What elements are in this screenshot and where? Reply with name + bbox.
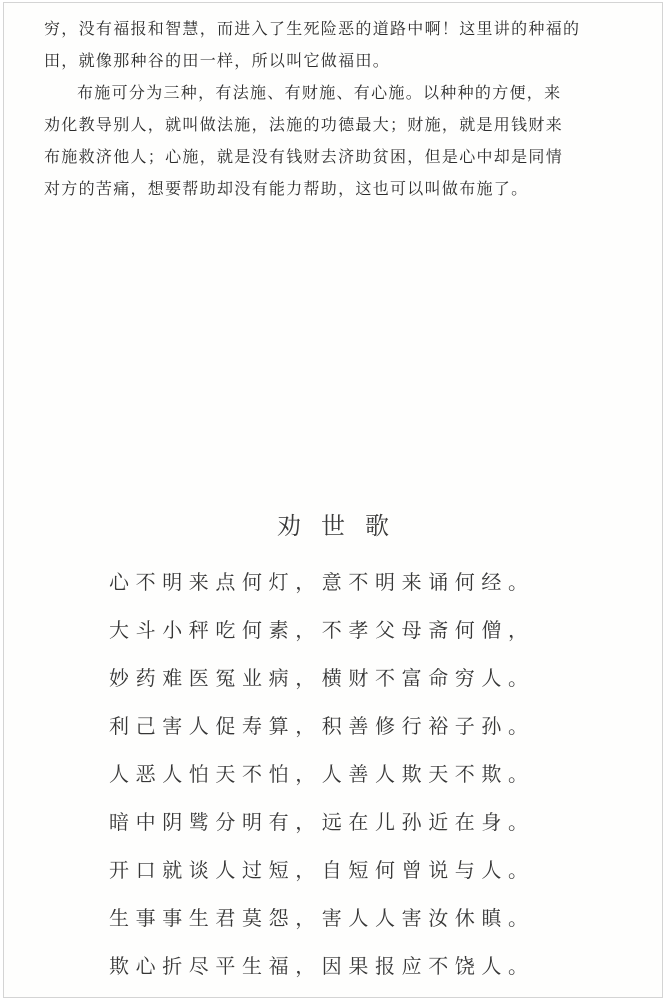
prose-paragraph-start: 布施可分为三种，有法施、有财施、有心施。以种种的方便，来 [77, 83, 562, 102]
book-page [3, 2, 663, 998]
prose-line: 布施救济他人；心施，就是没有钱财去济助贫困，但是心中却是同情 [44, 147, 564, 166]
prose-block [44, 13, 634, 205]
poem-verse: 生事事生君莫怨，害人人害汝休瞋。 [109, 906, 535, 930]
poem-verse: 暗中阴骘分明有，远在儿孙近在身。 [109, 810, 535, 834]
poem-verse: 开口就谈人过短，自短何曾说与人。 [109, 858, 535, 882]
prose-line: 穷，没有福报和智慧，而进入了生死险恶的道路中啊！这里讲的种福的 [44, 19, 581, 38]
prose-line: 田，就像那种谷的田一样，所以叫它做福田。 [44, 51, 391, 70]
poem-verse: 心不明来点何灯，意不明来诵何经。 [109, 570, 535, 594]
prose-line: 对方的苦痛，想要帮助却没有能力帮助，这也可以叫做布施了。 [44, 179, 529, 198]
poem-verse: 欺心折尽平生福，因果报应不饶人。 [109, 954, 535, 978]
poem-verse: 大斗小秤吃何素，不孝父母斋何僧， [109, 618, 535, 642]
poem-title: 劝世歌 [277, 512, 409, 540]
poem-verse: 妙药难医冤业病，横财不富命穷人。 [109, 666, 535, 690]
prose-line: 劝化教导别人，就叫做法施，法施的功德最大；财施，就是用钱财来 [44, 115, 564, 134]
poem-verses [109, 558, 589, 990]
poem-verse: 人恶人怕天不怕，人善人欺天不欺。 [109, 762, 535, 786]
poem-verse: 利己害人促寿算，积善修行裕子孙。 [109, 714, 535, 738]
